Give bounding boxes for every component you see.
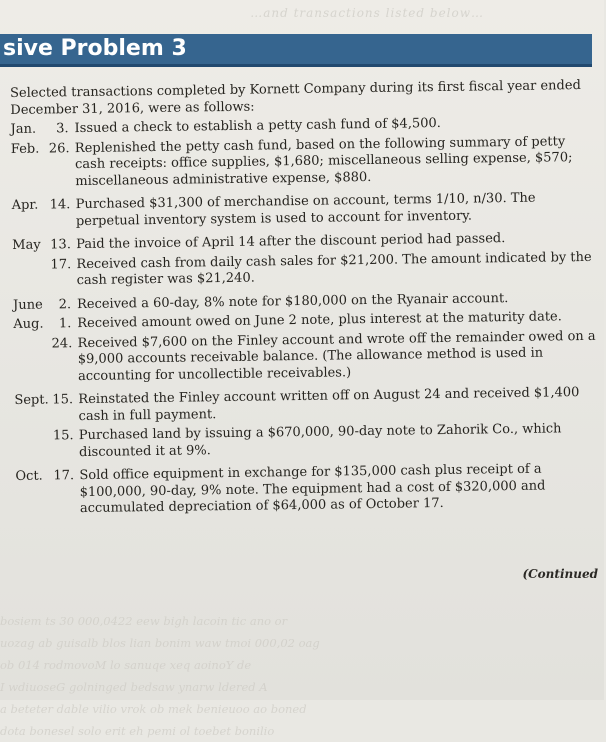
transaction-text: Received cash from daily cash sales for $21,200. The amount indicated by the cash register was $21,240.: [76, 249, 592, 289]
transaction-day: 24.: [51, 335, 73, 351]
transaction-entry: [12, 190, 602, 231]
transaction-day: 26.: [48, 140, 70, 156]
transaction-month: Apr.: [11, 197, 39, 213]
transaction-day: 1.: [58, 316, 72, 332]
transaction-text: Received amount owed on June 2 note, plus interest at the maturity date.: [77, 309, 562, 332]
bleed-line: I wdiuoseG golninged bedsaw ynarw ldered A: [0, 680, 268, 694]
transaction-month: [12, 257, 50, 291]
transaction-text: Sold office equipment in exchange for $135,000 cash plus receipt of a $100,000, 90-day, 9% note. The equipment had a cost of $320,000 and accumulated depreciation of $64,000 as of October 17.: [79, 461, 546, 517]
transaction-day: 2.: [58, 296, 72, 312]
problem-banner: [0, 34, 592, 67]
transaction-entry: [14, 385, 604, 426]
transaction-entry: [15, 461, 606, 519]
transaction-text: Purchased $31,300 of merchandise on account, terms 1/10, n/30. The perpetual inventory system is used to account for inventory.: [75, 190, 536, 229]
transaction-day: 3.: [56, 121, 69, 137]
transaction-text: Reinstated the Finley account written off on August 24 and received $1,400 cash in full payment.: [78, 385, 580, 424]
transaction-day: 17.: [53, 468, 75, 484]
bleed-line: uozag ab guisalb blos lian bonim waw tmoi 000,02 oag: [0, 636, 320, 650]
problem-title: sive Problem 3: [3, 36, 187, 61]
bleed-line: a beteter dable vilio vrok ob mek benieuoo ao boned: [0, 702, 307, 716]
intro-paragraph: Selected transactions completed by Kornett Company during its first fiscal year ended December 31, 2016, were as follows:: [10, 78, 581, 118]
problem-body: [10, 78, 606, 519]
bleed-line: ob 014 rodmovoM lo sanuqe xeq aoinoY de: [0, 658, 252, 672]
transaction-text: Purchased land by issuing a $670,000, 90-day note to Zahorik Co., which discounted it at 9%.: [78, 421, 562, 460]
transaction-month: Jan.: [10, 121, 37, 137]
transaction-month: Feb.: [10, 141, 40, 157]
transaction-text: Issued a check to establish a petty cash fund of $4,500.: [74, 115, 441, 137]
continued-label: (Continued: [522, 567, 598, 581]
bleed-through-text: [0, 610, 604, 738]
transaction-month: Aug.: [13, 316, 44, 332]
transaction-day: 17.: [50, 256, 72, 272]
transaction-day: 13.: [50, 237, 72, 253]
transaction-month: Sept.: [14, 392, 49, 408]
transaction-day: 15.: [52, 392, 74, 408]
transaction-text: Paid the invoice of April 14 after the discount period had passed.: [76, 231, 506, 253]
transaction-entry: [11, 133, 602, 191]
transaction-text: Received a 60-day, 8% note for $180,000 on the Ryanair account.: [76, 290, 509, 312]
transaction-month: June: [12, 297, 43, 313]
transaction-text: Replenished the petty cash fund, based on the following summary of petty cash receipts: office supplies, $1,680; miscellaneous selling expense, $570; miscellaneous administrative expense, $880.: [74, 133, 573, 189]
transaction-text: Received $7,600 on the Finley account and wrote off the remainder owed on a $9,000 accounts receivable balance. (The allowance method is used in accounting for uncollectible receivables.): [77, 328, 596, 384]
transaction-entry: [15, 421, 605, 462]
transaction-day: 15.: [52, 428, 74, 444]
bleed-line: bosiem ts 30 000,0422 eew bigh lacoin tic ano or: [0, 614, 288, 628]
transaction-month: Oct.: [15, 468, 43, 484]
transaction-entry: [13, 328, 604, 386]
faded-header-text: …and transactions listed below…: [250, 6, 484, 20]
transaction-month: May: [12, 237, 41, 253]
transaction-month: [13, 336, 52, 386]
transaction-month: [15, 428, 53, 462]
bleed-line: dota bonesel solo erit eh pemi ol toebet bonilio: [0, 724, 275, 738]
transaction-entry: [12, 249, 602, 290]
transaction-day: 14.: [49, 197, 71, 213]
